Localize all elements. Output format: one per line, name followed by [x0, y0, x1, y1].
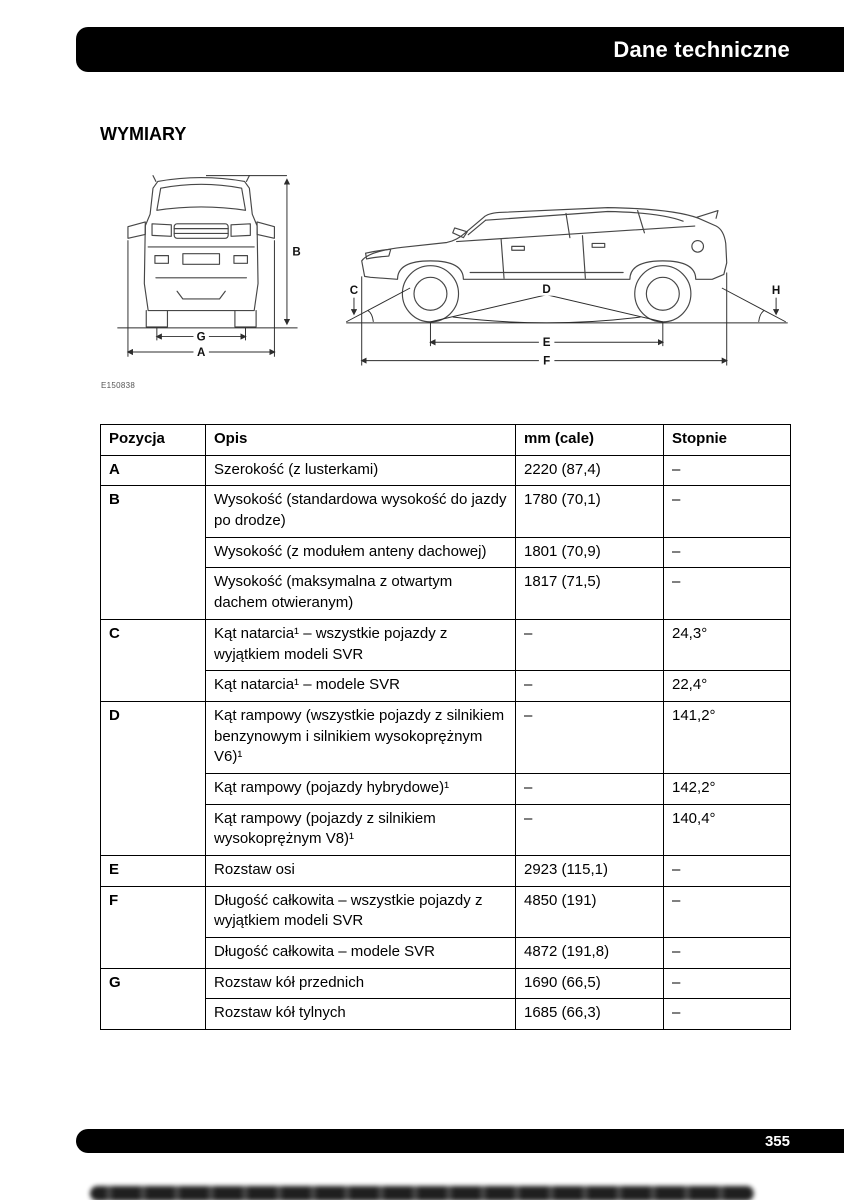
position-cell: B: [101, 486, 206, 619]
desc-cell: Rozstaw kół tylnych: [206, 999, 516, 1030]
deg-cell: 22,4°: [664, 671, 791, 702]
desc-cell: Wysokość (maksymalna z otwartym dachem otwieranym): [206, 568, 516, 619]
deg-cell: 142,2°: [664, 773, 791, 804]
rear-spoiler: [697, 211, 718, 219]
left-headlight: [152, 224, 171, 237]
deg-cell: 141,2°: [664, 701, 791, 773]
deg-cell: 140,4°: [664, 804, 791, 855]
mm-cell: –: [516, 773, 664, 804]
headlight: [366, 249, 391, 259]
deg-cell: –: [664, 568, 791, 619]
mm-cell: 1690 (66,5): [516, 968, 664, 999]
desc-cell: Wysokość (z modułem anteny dachowej): [206, 537, 516, 568]
desc-cell: Długość całkowita – modele SVR: [206, 938, 516, 969]
position-cell: C: [101, 619, 206, 701]
mm-cell: –: [516, 701, 664, 773]
rear-wheel-hub: [646, 277, 679, 310]
right-wheel: [235, 311, 256, 327]
fuel-filler: [692, 241, 704, 253]
dim-label-c: C: [349, 283, 359, 297]
left-mirror: [128, 222, 145, 238]
page-title: Dane techniczne: [613, 36, 790, 62]
mm-cell: –: [516, 804, 664, 855]
table-row: [101, 619, 791, 670]
page-header: [76, 27, 844, 72]
side-view-drawing: [338, 166, 794, 379]
deg-cell: –: [664, 537, 791, 568]
grille-slats: [174, 229, 228, 234]
grille: [174, 224, 228, 238]
beltline: [457, 226, 695, 241]
deg-cell: –: [664, 968, 791, 999]
position-cell: E: [101, 856, 206, 887]
page-footer: [76, 1129, 844, 1153]
ramp-angle-lines: [430, 295, 662, 322]
dim-label-b: B: [292, 246, 301, 259]
departure-angle-arc: [759, 310, 765, 322]
right-mirror: [257, 222, 274, 238]
left-foglight: [155, 256, 168, 264]
table-row: [101, 701, 791, 773]
ramp-angle-arc: [453, 317, 641, 323]
mm-cell: 1801 (70,9): [516, 537, 664, 568]
mm-cell: 2923 (115,1): [516, 856, 664, 887]
column-header: Stopnie: [664, 425, 791, 456]
left-wheel: [146, 311, 167, 327]
windshield: [157, 184, 246, 210]
mm-cell: 2220 (87,4): [516, 455, 664, 486]
dim-label-e: E: [542, 336, 551, 350]
dim-label-g: G: [196, 331, 206, 344]
desc-cell: Kąt rampowy (pojazdy z silnikiem wysokoprężnym V8)¹: [206, 804, 516, 855]
desc-cell: Kąt natarcia¹ – modele SVR: [206, 671, 516, 702]
desc-cell: Kąt rampowy (wszystkie pojazdy z silnikiem benzynowym i silnikiem wysokoprężnym V6)¹: [206, 701, 516, 773]
glasshouse-line: [486, 212, 684, 222]
mm-cell: 1817 (71,5): [516, 568, 664, 619]
position-cell: G: [101, 968, 206, 1029]
watermark-strip: [90, 1186, 754, 1200]
desc-cell: Wysokość (standardowa wysokość do jazdy po drodze): [206, 486, 516, 537]
desc-cell: Kąt rampowy (pojazdy hybrydowe)¹: [206, 773, 516, 804]
number-plate: [183, 254, 220, 265]
column-header: Opis: [206, 425, 516, 456]
roof-rails: [153, 176, 249, 182]
desc-cell: Rozstaw kół przednich: [206, 968, 516, 999]
table-row: [101, 886, 791, 937]
skid-plate: [177, 291, 225, 299]
table-row: [101, 455, 791, 486]
page-number: 355: [764, 1132, 790, 1150]
desc-cell: Szerokość (z lusterkami): [206, 455, 516, 486]
mm-cell: 4872 (191,8): [516, 938, 664, 969]
dimensions-table-body: [101, 455, 791, 1029]
dim-label-a: A: [197, 346, 206, 359]
position-cell: F: [101, 886, 206, 968]
front-wheel: [402, 266, 458, 322]
mm-cell: 1685 (66,3): [516, 999, 664, 1030]
desc-cell: Długość całkowita – wszystkie pojazdy z wyjątkiem modeli SVR: [206, 886, 516, 937]
position-cell: D: [101, 701, 206, 855]
position-cell: A: [101, 455, 206, 486]
front-view-drawing: [100, 166, 312, 378]
rear-door-handle: [592, 243, 605, 247]
mm-cell: –: [516, 671, 664, 702]
table-row: [101, 486, 791, 537]
section-title: WYMIARY: [100, 124, 187, 144]
approach-angle-arc: [368, 310, 374, 322]
column-header: Pozycja: [101, 425, 206, 456]
deg-cell: –: [664, 486, 791, 537]
dim-label-d: D: [542, 282, 551, 296]
dim-label-h: H: [771, 283, 781, 297]
table-header-row: [101, 425, 791, 456]
right-headlight: [231, 224, 250, 237]
deg-cell: –: [664, 856, 791, 887]
rear-wheel: [635, 266, 691, 322]
dimension-figures: [100, 166, 794, 384]
front-wheel-hub: [414, 277, 447, 310]
deg-cell: –: [664, 886, 791, 937]
right-foglight: [234, 256, 247, 264]
deg-cell: –: [664, 999, 791, 1030]
mm-cell: 4850 (191): [516, 886, 664, 937]
dimensions-table: [100, 424, 791, 1030]
deg-cell: –: [664, 455, 791, 486]
deg-cell: 24,3°: [664, 619, 791, 670]
front-door-handle: [512, 246, 525, 250]
desc-cell: Rozstaw osi: [206, 856, 516, 887]
table-row: [101, 856, 791, 887]
dim-label-f: F: [543, 354, 551, 368]
figure-code: E150838: [101, 381, 136, 390]
column-header: mm (cale): [516, 425, 664, 456]
mm-cell: 1780 (70,1): [516, 486, 664, 537]
table-row: [101, 968, 791, 999]
front-body-outline: [144, 178, 258, 311]
mm-cell: –: [516, 619, 664, 670]
deg-cell: –: [664, 938, 791, 969]
desc-cell: Kąt natarcia¹ – wszystkie pojazdy z wyjątkiem modeli SVR: [206, 619, 516, 670]
